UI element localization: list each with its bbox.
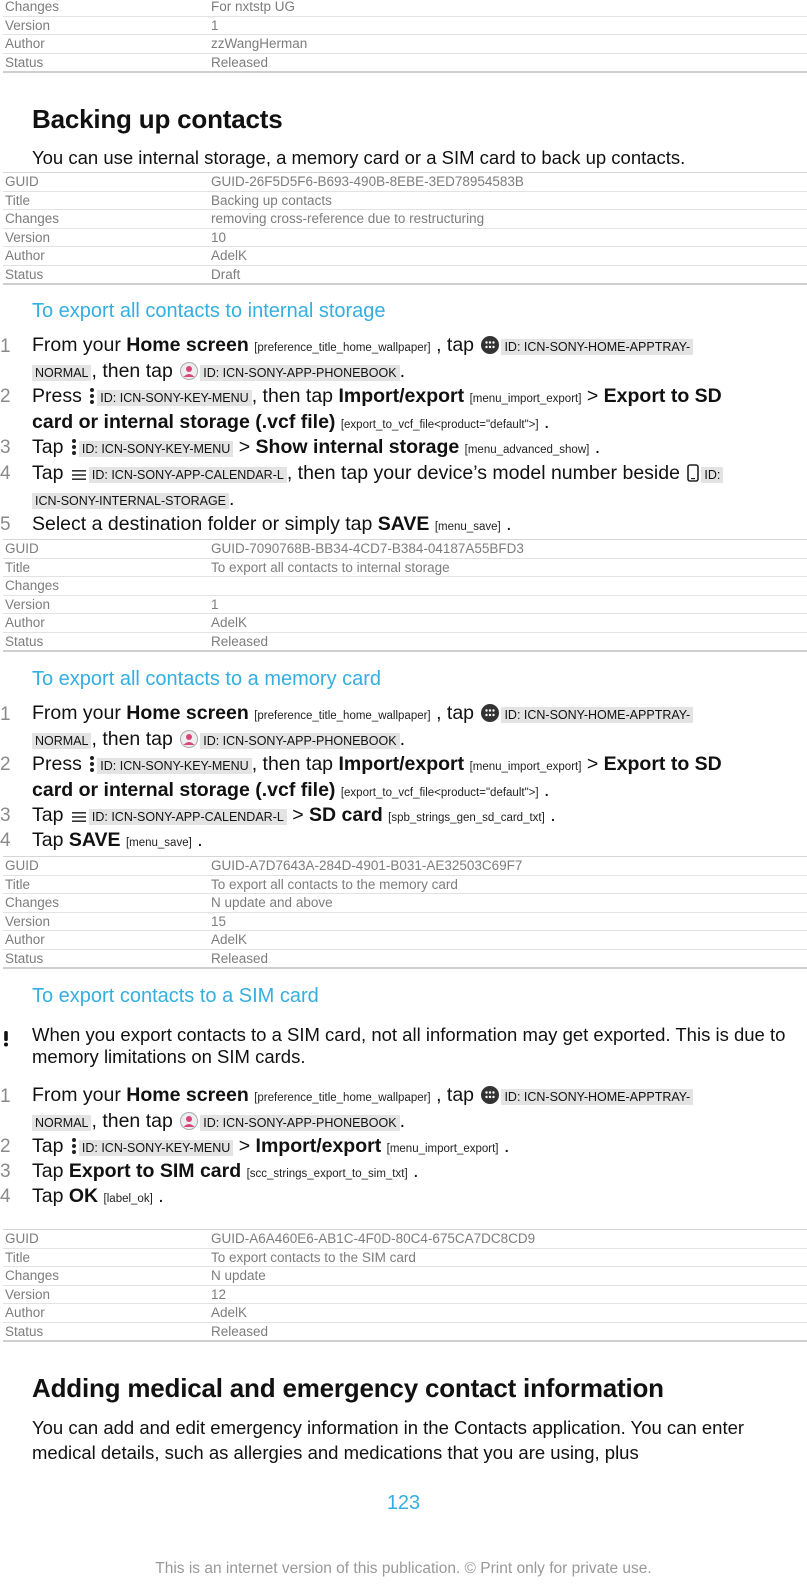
step-text: NORMAL , then tap ID: ICN-SONY-APP-PHONEBOOK . [32,359,405,387]
key-menu-icon [71,438,77,463]
step-number: 1 [0,704,11,725]
section-intro: You can use internal storage, a memory card or a SIM card to back up contacts. [32,147,686,168]
table-row: Version 12 [3,1286,807,1305]
step-text: Select a destination folder or simply tap SAVE [menu_save] . [32,513,512,535]
table-row: Title To export contacts to the SIM card [3,1249,807,1268]
table-row: Author AdelK [3,1304,807,1323]
note-text: When you export contacts to a SIM card, not all information may get exported. This is due to memory limitations on SIM cards. [32,1024,786,1067]
procedure-heading: To export all contacts to internal storage [32,300,386,322]
metadata-table [3,539,807,652]
procedure-heading: To export contacts to a SIM card [32,985,319,1007]
step-text: From your Home screen [preference_title_home_wallpaper] , tap ID: ICN-SONY-HOME-APPTRAY- [32,1083,693,1111]
step-text: From your Home screen [preference_title_home_wallpaper] , tap ID: ICN-SONY-HOME-APPTRAY- [32,333,693,361]
step-text: ICN-SONY-INTERNAL-STORAGE . [32,487,234,514]
metadata-table [3,172,807,285]
apptray-icon [481,336,499,361]
table-row: Version 10 [3,229,807,248]
key-menu-icon [89,755,95,780]
step-text: Tap SAVE [menu_save] . [32,829,203,851]
step-number: 3 [0,1161,11,1182]
section-heading: Backing up contacts [32,104,283,134]
table-row: Title To export all contacts to the memory card [3,876,807,895]
table-row: GUID GUID-26F5D5F6-B693-490B-8EBE-3ED78954583B [3,173,807,192]
step-text: card or internal storage (.vcf file) [export_to_vcf_file<product="default">] . [32,411,550,433]
step-text: From your Home screen [preference_title_home_wallpaper] , tap ID: ICN-SONY-HOME-APPTRAY- [32,701,693,729]
section-intro: You can add and edit emergency information in the Contacts application. You can enter medical details, such as allergies and medications that you are using, plus [32,1417,745,1463]
metadata-table [3,0,807,73]
table-row: GUID GUID-A6A460E6-AB1C-4F0D-80C4-675CA7DC8CD9 [3,1230,807,1249]
step-number: 5 [0,514,11,535]
table-row: Status Released [3,950,807,970]
step-text: Press ID: ICN-SONY-KEY-MENU , then tap Import/export [menu_import_export] > Export to SD [32,752,722,780]
table-row: Title Backing up contacts [3,192,807,211]
step-number: 2 [0,1136,11,1157]
table-row: Version 15 [3,913,807,932]
step-number: 2 [0,386,11,407]
step-number: 2 [0,754,11,775]
step-text: Press ID: ICN-SONY-KEY-MENU , then tap Import/export [menu_import_export] > Export to SD [32,384,722,412]
table-row: Changes removing cross-reference due to restructuring [3,210,807,229]
step-number: 4 [0,830,11,851]
table-row: Status Draft [3,266,807,286]
calendar-menu-icon [71,464,87,489]
procedure-heading: To export all contacts to a memory card [32,668,382,690]
table-row: Changes N update [3,1267,807,1286]
table-row: Status Released [3,1323,807,1343]
table-row: GUID GUID-A7D7643A-284D-4901-B031-AE32503C69F7 [3,857,807,876]
table-row: Author AdelK [3,247,807,266]
step-text: Tap Export to SIM card [scc_strings_export_to_sim_txt] . [32,1160,419,1182]
table-row: Changes [3,577,807,596]
table-row: Status Released [3,54,807,74]
warning-icon [2,1031,10,1052]
table-row: Author AdelK [3,931,807,950]
step-number: 4 [0,463,11,484]
step-text: NORMAL , then tap ID: ICN-SONY-APP-PHONEBOOK . [32,1109,405,1137]
step-number: 1 [0,336,11,357]
table-row: Version 1 [3,17,807,36]
table-row: Title To export all contacts to internal storage [3,559,807,578]
footer-note: This is an internet version of this publication. © Print only for private use. [155,1560,652,1577]
key-menu-icon [89,387,95,412]
table-row: GUID GUID-7090768B-BB34-4CD7-B384-04187A55BFD3 [3,540,807,559]
metadata-table [3,856,807,969]
step-text: Tap ID: ICN-SONY-KEY-MENU > Import/export [menu_import_export] . [32,1134,509,1162]
apptray-icon [481,704,499,729]
table-row: Changes For nxtstp UG [3,0,807,17]
step-text: Tap ID: ICN-SONY-KEY-MENU > Show internal storage [menu_advanced_show] . [32,435,600,463]
table-row: Changes N update and above [3,894,807,913]
metadata-table [3,1229,807,1342]
step-text: Tap ID: ICN-SONY-APP-CALENDAR-L > SD card [spb_strings_gen_sd_card_txt] . [32,803,556,831]
step-number: 4 [0,1186,11,1207]
page-number: 123 [386,1492,421,1514]
step-number: 3 [0,805,11,826]
step-number: 1 [0,1086,11,1107]
step-number: 3 [0,437,11,458]
table-row: Status Released [3,633,807,653]
apptray-icon [481,1086,499,1111]
step-text: Tap ID: ICN-SONY-APP-CALENDAR-L , then tap your device’s model number beside ID: [32,461,723,489]
step-text: card or internal storage (.vcf file) [export_to_vcf_file<product="default">] . [32,779,550,801]
step-text: NORMAL , then tap ID: ICN-SONY-APP-PHONEBOOK . [32,727,405,755]
table-row: Author AdelK [3,614,807,633]
internal-storage-icon [687,464,699,489]
table-row: Version 1 [3,596,807,615]
section-heading: Adding medical and emergency contact information [32,1373,664,1403]
step-text: Tap OK [label_ok] . [32,1185,164,1207]
table-row: Author zzWangHerman [3,35,807,54]
